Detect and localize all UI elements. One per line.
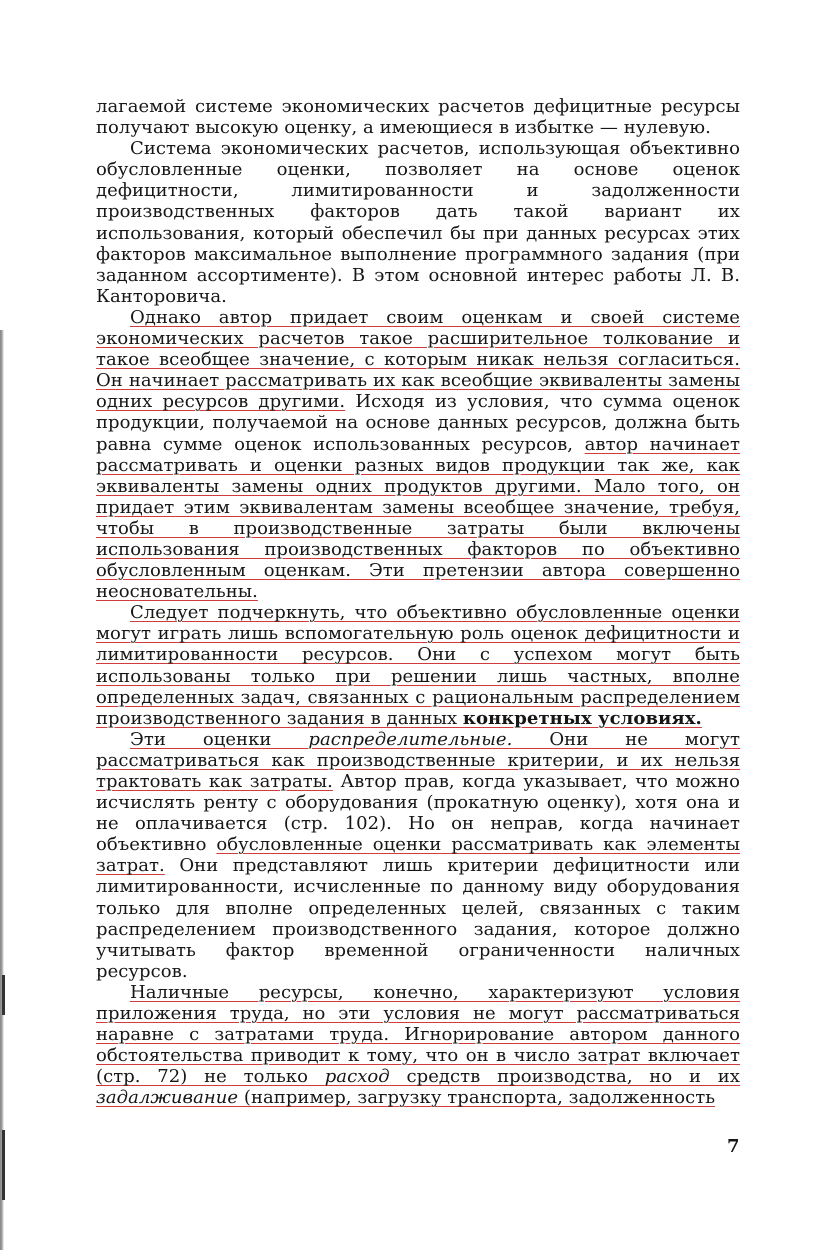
- underlined-passage: (например, загрузку транспорта, задолженность: [238, 1087, 716, 1109]
- paragraph: [96, 982, 740, 1109]
- underlined-passage: обусловленные оценки рассматривать как элементы затрат.: [96, 834, 740, 877]
- paragraph: [96, 96, 740, 138]
- text-run: Исходя из условия, что сумма оценок продукции, получаемой на основе данных ресурсов, должна быть равна сумме оценок использованных ресурсов,: [96, 391, 740, 455]
- text-run: Они представляют лишь критерии дефицитности или лимитированности, исчисленные по данному виду оборудования только для вполне определенных целей, связанных с таким распределением производственного задания, которое должно учитывать фактор временной ограниченности наличных ресурсов.: [96, 855, 740, 982]
- underlined-passage: Наличные ресурсы, конечно, характеризуют условия приложения труда, но эти условия не могут рассматриваться наравне с затратами труда. Игнорирование автором данного обстоятельства приводит к тому, что он в число затрат включает (стр. 72) не только: [96, 981, 740, 1088]
- paragraph: [96, 729, 740, 982]
- underlined-passage: Следует подчеркнуть, что объективно обусловленные оценки могут играть лишь вспомогательную роль оценок дефицитности и лимитированности ресурсов. Они с успехом могут быть использованы только при решении лишь частных, вполне определенных задач, связанных с рациональным распределением производственного задания в данных: [96, 602, 740, 729]
- underlined-passage: автор начинает рассматривать и оценки разных видов продукции так же, как эквиваленты замены одних продуктов другими. Мало того, он придает этим эквивалентам замены всеобщее значение, требуя, чтобы в производственные затраты были включены использования производственных факторов по объективно обусловленным оценкам. Эти претензии автора совершенно неосновательны.: [96, 433, 740, 603]
- text-run: Автор прав, когда указывает, что можно исчислять ренту с оборудования (прокатную оценку), хотя она и не оплачивается (стр. 102). Но он неправ, когда начинает объективно: [96, 771, 740, 856]
- binding-mark: [2, 1130, 5, 1200]
- underlined-passage: Они не могут рассматриваться как производственные критерии, и их нельзя трактовать как затраты.: [96, 728, 740, 792]
- paragraph: [96, 307, 740, 602]
- binding-edge: [0, 330, 4, 1250]
- binding-mark: [2, 975, 5, 1015]
- paragraph: [96, 138, 740, 307]
- underlined-passage: расход: [324, 1066, 390, 1088]
- underlined-passage: распределительные.: [308, 728, 513, 750]
- body-text: [96, 96, 740, 1109]
- text-run: Система экономических расчетов, использующая объективно обусловленные оценки, позволяет на основе оценок дефицитности, лимитированности и задолженности производственных факторов дать такой вариант их использования, который обеспечил бы при данных ресурсах этих факторов максимальное выполнение программного задания (при заданном ассортименте). В этом основной интерес работы Л. В. Канторовича.: [96, 138, 740, 307]
- underlined-passage: средств производства, но и их: [389, 1066, 740, 1088]
- underlined-passage: Однако автор придает своим оценкам и своей системе экономических расчетов такое расширительное толкование и такое всеобщее значение, с которым никак нельзя согласиться. Он начинает рассматривать их как всеобщие эквиваленты замены одних ресурсов другими.: [96, 306, 740, 413]
- paragraph: [96, 602, 740, 729]
- underlined-passage: задалживание: [96, 1087, 239, 1109]
- underlined-passage: конкретных условиях.: [462, 707, 702, 729]
- underlined-passage: Эти оценки: [130, 728, 309, 750]
- text-run: лагаемой системе экономических расчетов дефицитные ресурсы получают высокую оценку, а имеющиеся в избытке — нулевую.: [96, 96, 740, 139]
- page-number: 7: [727, 1136, 740, 1157]
